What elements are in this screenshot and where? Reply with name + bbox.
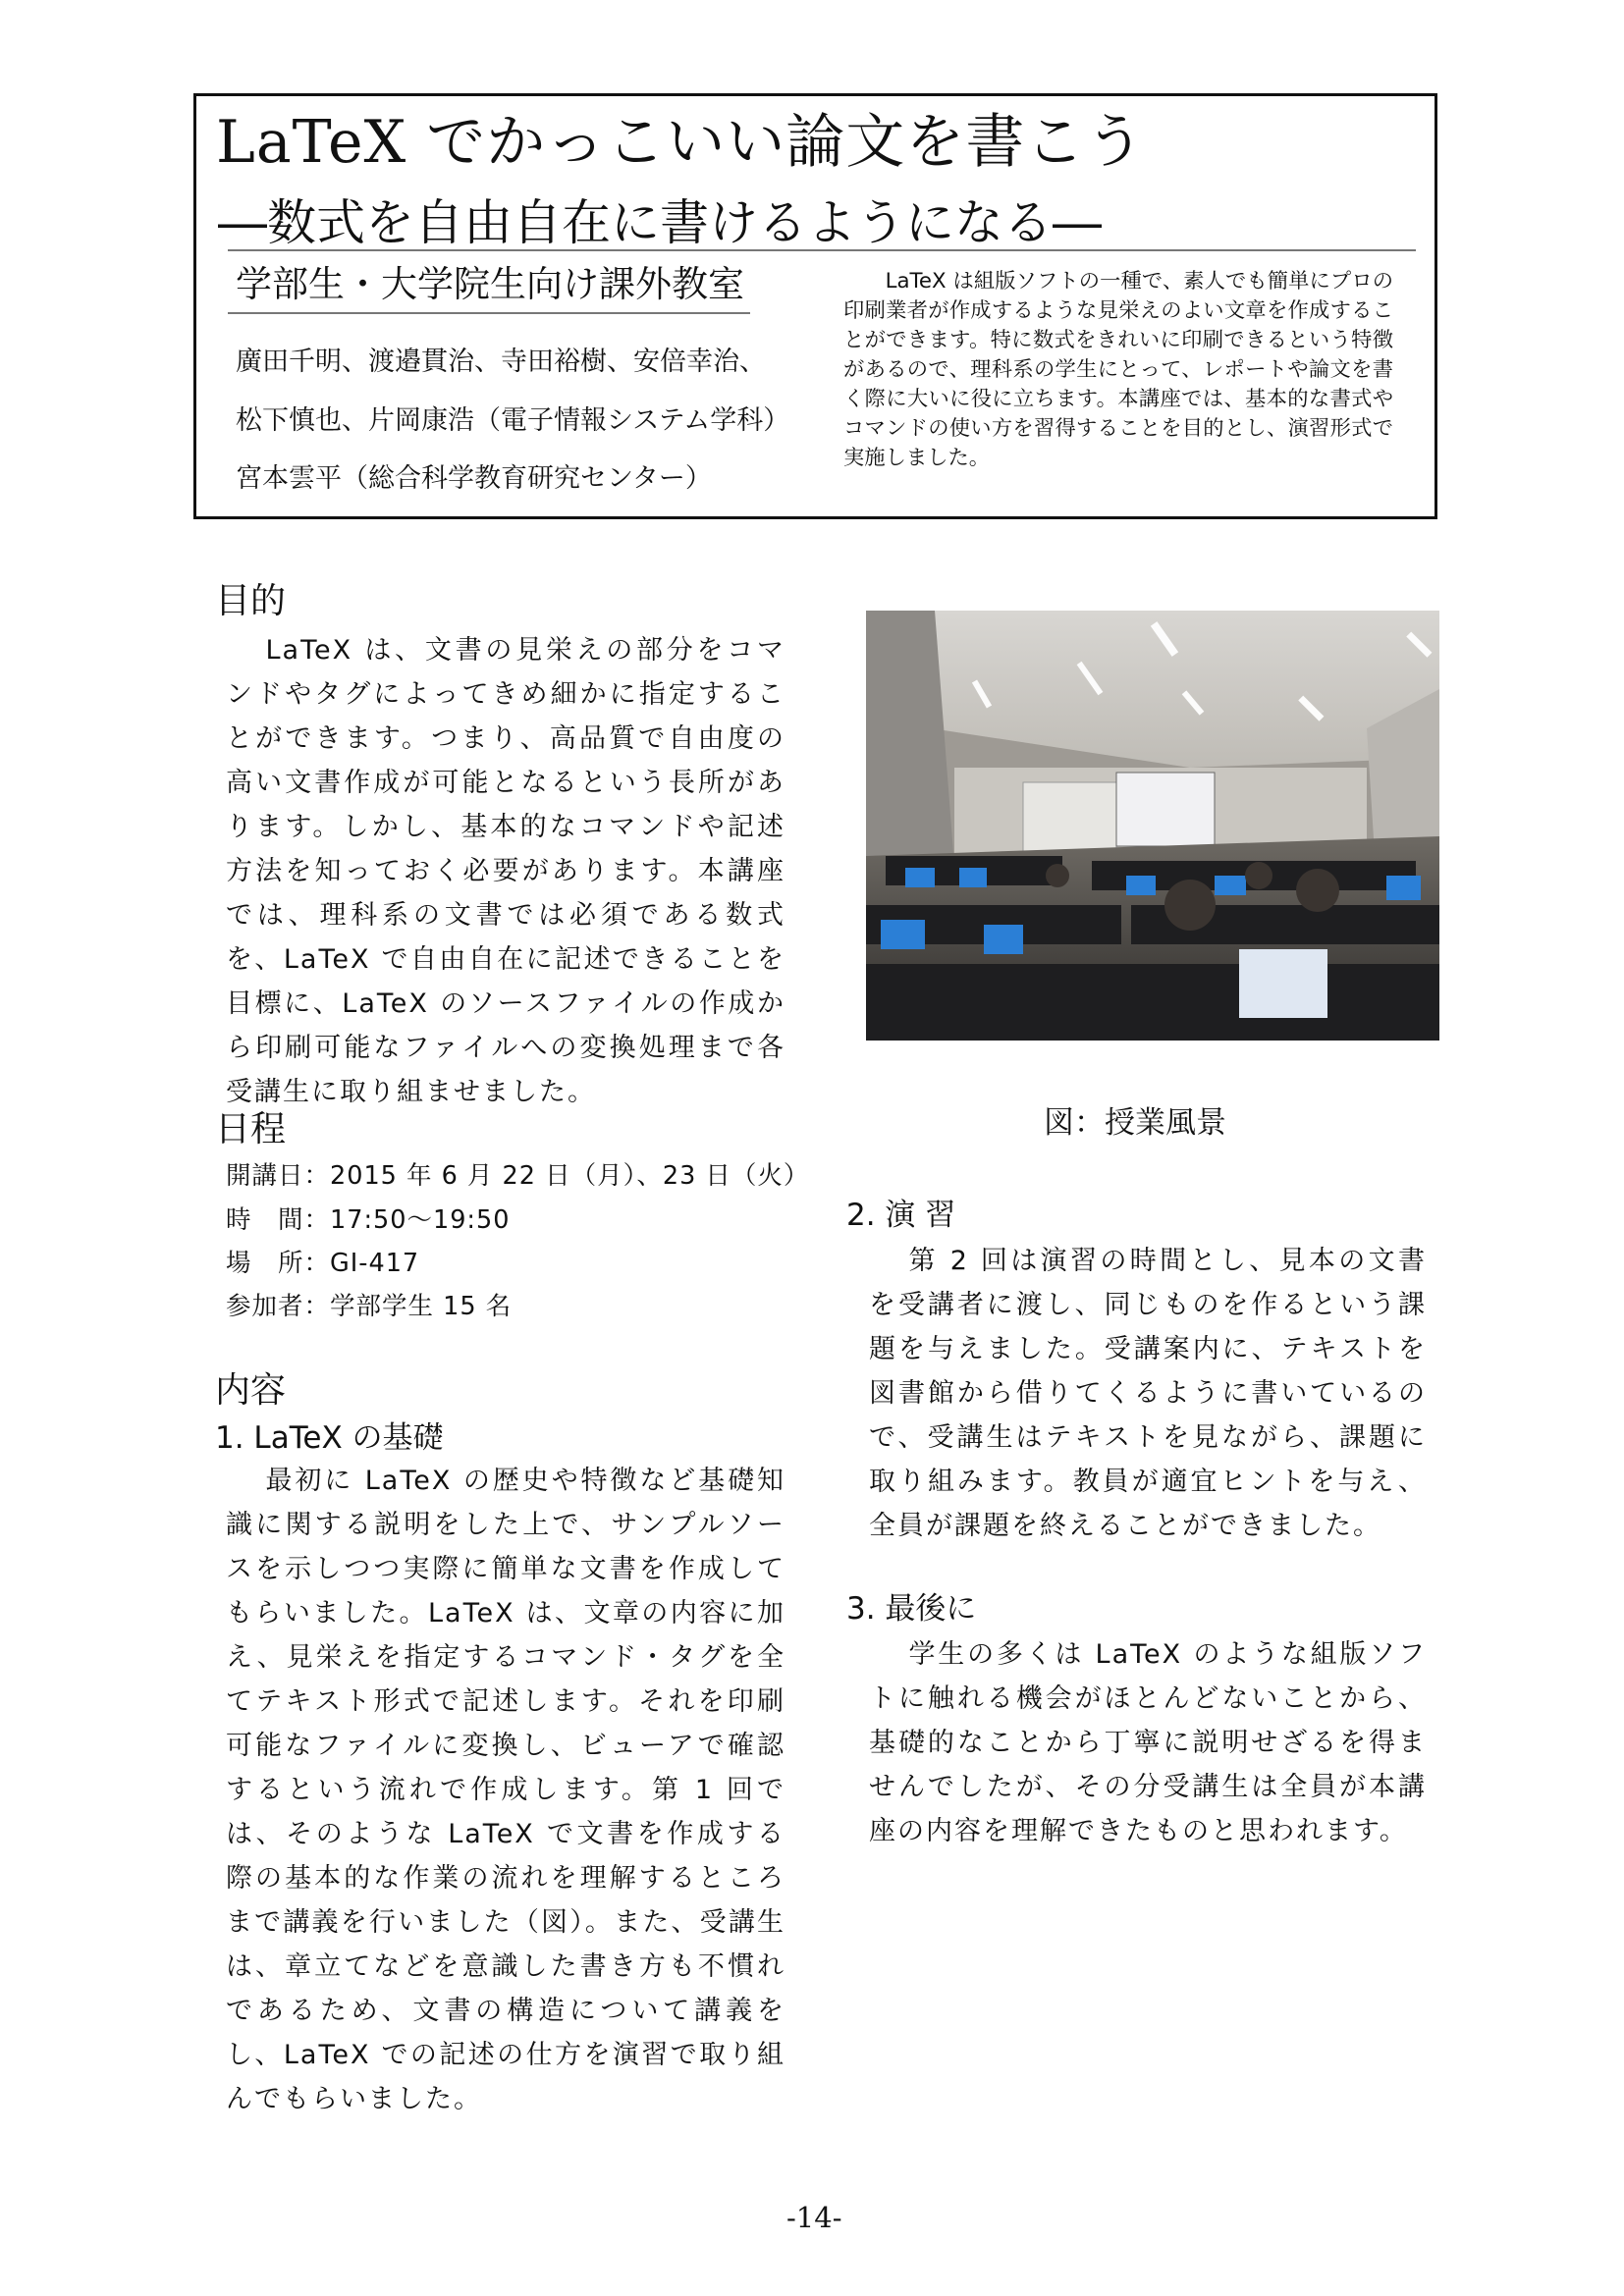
schedule-row-date: 開講日：2015 年 6 月 22 日（月）、23 日（火）: [226, 1161, 810, 1191]
purpose-text: LaTeX は、文書の見栄えの部分をコマンドやタグによってきめ細かに指定することができます。つまり、高品質で自由度の高い文書作成が可能となるという長所があります。しかし、基本的なコマンドや記述方法を知っておく必要があります。本講座では、理科系の文書では必須である数式を、LaTeX で自由自在に記述できることを目標に、LaTeX のソースファイルの作成から印刷可能なファイルへの変換処理まで各受講生に取り組ませました。: [226, 635, 785, 1107]
page-number: -14-: [786, 2201, 842, 2234]
section-3-text: 学生の多くは LaTeX のような組版ソフトに触れる機会がほとんどないことから、基礎的なことから丁寧に説明せざるを得ませんでしたが、その分受講生は全員が本講座の内容を理解できたものと思われます。: [869, 1639, 1427, 1846]
title-divider: [228, 249, 1416, 251]
section-2-text: 第 2 回は演習の時間とし、見本の文書を受講者に渡し、同じものを作るという課題を与えました。受講案内に、テキストを図書館から借りてくるように書いているので、受講生はテキストを見ながら、課題に取り組みます。教員が適宜ヒントを与え、全員が課題を終えることができました。: [869, 1246, 1427, 1541]
classroom-photo: [866, 611, 1439, 1041]
subtitle: ―数式を自由自在に書けるようになる―: [218, 194, 1102, 251]
author-line: 廣田千明、渡邉貫治、寺田裕樹、安倍幸治、: [236, 347, 766, 377]
purpose-heading: 目的: [215, 581, 287, 621]
content-heading: 内容: [215, 1370, 287, 1411]
section-1-title: 1. LaTeX の基礎: [215, 1420, 444, 1456]
schedule-row-place: 場 所：GI-417: [226, 1249, 420, 1278]
section-2-title: 2. 演 習: [846, 1198, 956, 1233]
author-line: 松下慎也、片岡康浩（電子情報システム学科）: [236, 405, 790, 436]
author-line: 宮本雲平（総合科学教育研究センター）: [236, 463, 712, 494]
schedule-heading: 日程: [215, 1109, 287, 1149]
section-1-text: 最初に LaTeX の歴史や特徴など基礎知識に関する説明をした上で、サンプルソースを示しつつ実際に簡単な文書を作成してもらいました。LaTeX は、文章の内容に加え、見栄えを指定するコマンド・タグを全てテキスト形式で記述します。それを印刷可能なファイルに変換し、ビューアで確認するという流れで作成します。第 1 回では、そのような LaTeX で文書を作成する際の基本的な作業の流れを理解するところまで講義を行いました（図）。また、受講生は、章立てなどを意識した書き方も不慣れであるため、文書の構造について講義をし、LaTeX での記述の仕方を演習で取り組んでもらいました。: [226, 1466, 785, 2114]
audience-label: 学部生・大学院生向け課外教室: [236, 263, 744, 305]
schedule-row-participants: 参加者：学部学生 15 名: [226, 1292, 513, 1321]
summary-text: LaTeX は組版ソフトの一種で、素人でも簡単にプロの印刷業者が作成するような見栄えのよい文章を作成することができます。特に数式をきれいに印刷できるという特徴があるので、理科系の学生にとって、レポートや論文を書く際に大いに役に立ちます。本講座では、基本的な書式やコマンドの使い方を習得することを目的とし、演習形式で実施しました。: [843, 269, 1393, 470]
photo-caption: 図：授業風景: [1044, 1105, 1226, 1141]
main-title: LaTeX でかっこいい論文を書こう: [216, 108, 1146, 177]
section-3-title: 3. 最後に: [846, 1591, 977, 1627]
schedule-row-time: 時 間：17:50〜19:50: [226, 1205, 511, 1235]
audience-divider: [228, 312, 750, 314]
